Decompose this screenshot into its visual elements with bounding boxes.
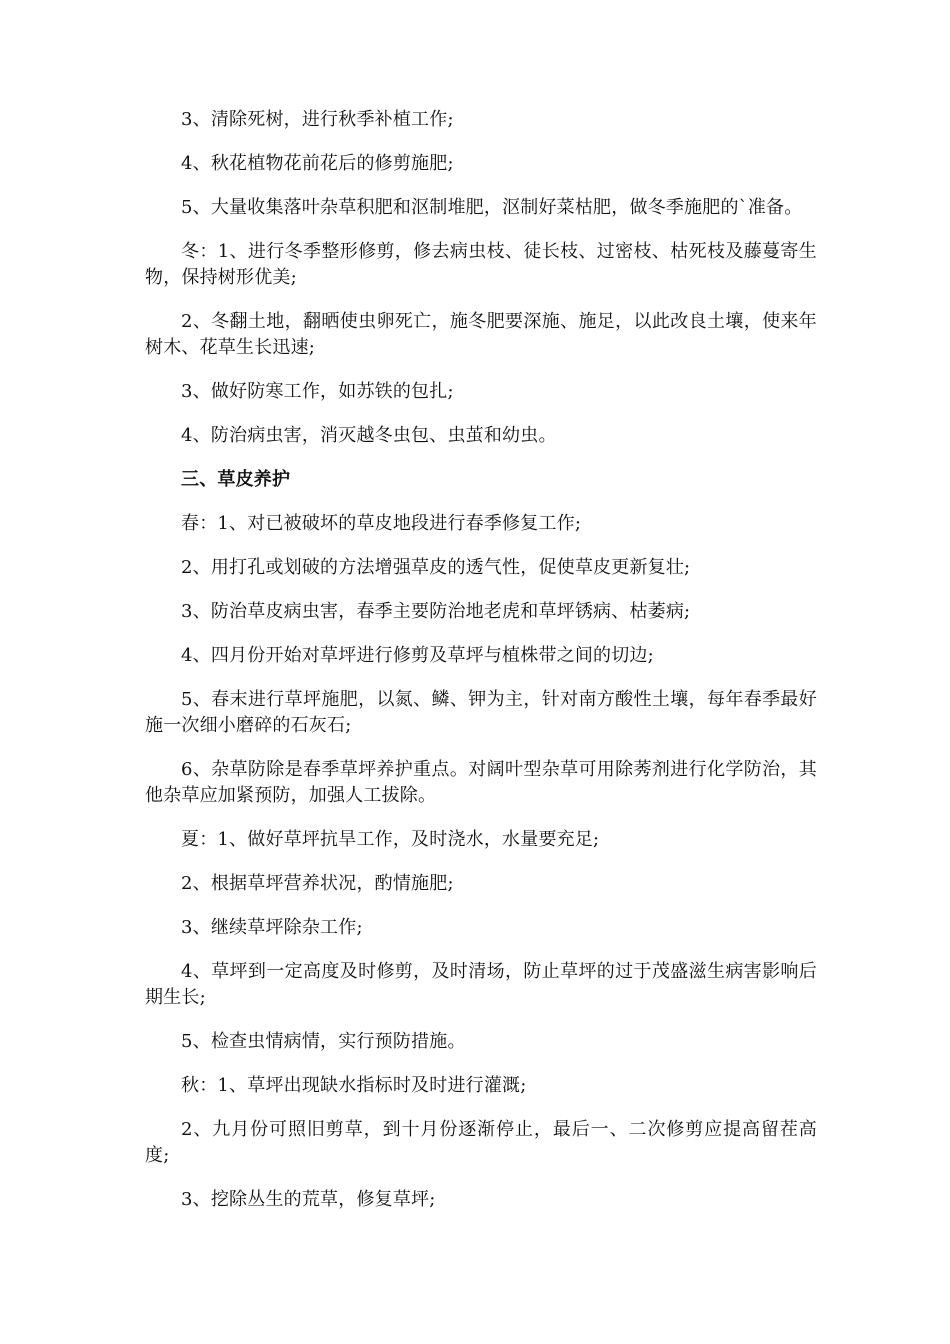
paragraph: 4、四月份开始对草坪进行修剪及草坪与植株带之间的切边;: [181, 645, 654, 666]
paragraph: 5、检查虫情病情，实行预防措施。: [181, 1031, 466, 1052]
paragraph: 4、秋花植物花前花后的修剪施肥;: [181, 153, 454, 174]
paragraph: 夏：1、做好草坪抗旱工作，及时浇水，水量要充足;: [181, 829, 600, 850]
paragraph: 3、继续草坪除杂工作;: [181, 917, 363, 938]
paragraph: 春：1、对已被破坏的草皮地段进行春季修复工作;: [181, 513, 582, 534]
paragraph: 2、九月份可照旧剪草，到十月份逐渐停止，最后一、二次修剪应提高留茬高度;: [145, 1119, 817, 1166]
paragraph: 3、清除死树，进行秋季补植工作;: [181, 109, 454, 130]
paragraph: 5、春末进行草坪施肥，以氮、鳞、钾为主，针对南方酸性土壤，每年春季最好施一次细小磨碎的石灰石;: [145, 689, 817, 736]
paragraph: 2、用打孔或划破的方法增强草皮的透气性，促使草皮更新复壮;: [181, 557, 691, 578]
paragraph: 4、草坪到一定高度及时修剪，及时清场，防止草坪的过于茂盛滋生病害影响后期生长;: [145, 961, 817, 1008]
document-body: [145, 107, 817, 1231]
paragraph: 3、挖除丛生的荒草，修复草坪;: [181, 1189, 436, 1210]
section-heading: 三、草皮养护: [181, 469, 291, 490]
paragraph: 4、防治病虫害，消灭越冬虫包、虫茧和幼虫。: [181, 425, 557, 446]
paragraph: 6、杂草防除是春季草坪养护重点。对阔叶型杂草可用除莠剂进行化学防治，其他杂草应加紧预防，加强人工拔除。: [145, 759, 817, 806]
paragraph: 秋：1、草坪出现缺水指标时及时进行灌溉;: [181, 1075, 527, 1096]
paragraph: 2、根据草坪营养状况，酌情施肥;: [181, 873, 454, 894]
paragraph: 冬：1、进行冬季整形修剪，修去病虫枝、徒长枝、过密枝、枯死枝及藤蔓寄生物，保持树形优美;: [145, 241, 817, 288]
paragraph: 5、大量收集落叶杂草积肥和沤制堆肥，沤制好菜枯肥，做冬季施肥的`准备。: [181, 197, 803, 218]
paragraph: 2、冬翻土地，翻晒使虫卵死亡，施冬肥要深施、施足，以此改良土壤，使来年树木、花草生长迅速;: [145, 311, 817, 358]
paragraph: 3、防治草皮病虫害，春季主要防治地老虎和草坪锈病、枯萎病;: [181, 601, 691, 622]
paragraph: 3、做好防寒工作，如苏铁的包扎;: [181, 381, 454, 402]
